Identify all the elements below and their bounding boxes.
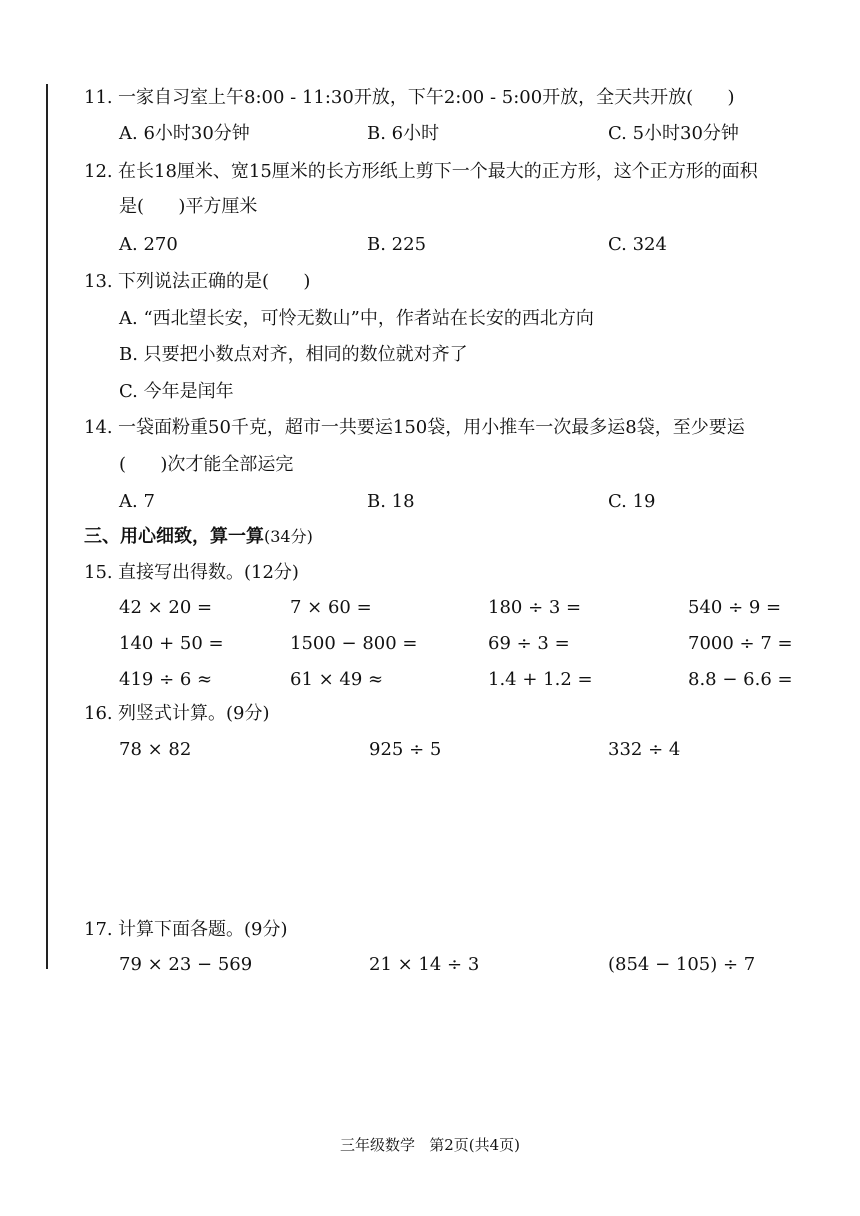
q13-option-c: C. 今年是闰年 — [119, 381, 234, 402]
calc-item: 419 ÷ 6 ≈ — [119, 669, 213, 690]
section-heading — [84, 525, 313, 549]
vertical-calc-item: 925 ÷ 5 — [369, 739, 442, 760]
q11-option-b: B. 6小时 — [367, 123, 440, 144]
calc-item: 42 × 20 = — [119, 597, 213, 618]
question-text: 计算下面各题。(9分) — [118, 919, 288, 940]
q14-option-b: B. 18 — [367, 491, 415, 512]
section-score: (34分) — [264, 527, 313, 546]
question-number: 17. — [84, 919, 113, 940]
calc-item: 69 ÷ 3 = — [488, 633, 570, 654]
question-13 — [84, 270, 310, 294]
question-number: 14. — [84, 417, 113, 438]
calc-item: 7000 ÷ 7 = — [688, 633, 793, 654]
calc-item: 7 × 60 = — [290, 597, 372, 618]
question-11 — [84, 86, 735, 110]
calc-item: 180 ÷ 3 = — [488, 597, 582, 618]
calc-item: 1500 − 800 = — [290, 633, 418, 654]
question-12 — [84, 160, 758, 184]
calc-item: (854 − 105) ÷ 7 — [608, 954, 756, 975]
calc-item: 1.4 + 1.2 = — [488, 669, 593, 690]
question-14-continued: ( )次才能全部运完 — [119, 454, 294, 475]
q13-option-a: A. “西北望长安，可怜无数山”中，作者站在长安的西北方向 — [119, 308, 594, 329]
page-footer: 三年级数学 第2页(共4页) — [339, 1136, 521, 1154]
section-title: 三、用心细致，算一算 — [84, 526, 264, 547]
calc-item: 79 × 23 − 569 — [119, 954, 253, 975]
q11-option-c: C. 5小时30分钟 — [608, 123, 739, 144]
calc-item: 21 × 14 ÷ 3 — [369, 954, 480, 975]
q14-option-c: C. 19 — [608, 491, 656, 512]
question-number: 15. — [84, 562, 113, 583]
question-12-continued: 是( )平方厘米 — [119, 196, 258, 217]
vertical-calc-item: 332 ÷ 4 — [608, 739, 681, 760]
calc-item: 140 + 50 = — [119, 633, 224, 654]
calc-item: 8.8 − 6.6 = — [688, 669, 793, 690]
question-text: 一家自习室上午8:00 - 11:30开放，下午2:00 - 5:00开放，全天共开放( ) — [118, 87, 735, 108]
question-16 — [84, 702, 270, 726]
question-text: 在长18厘米、宽15厘米的长方形纸上剪下一个最大的正方形，这个正方形的面积 — [118, 161, 758, 182]
question-14 — [84, 416, 745, 440]
q12-option-a: A. 270 — [119, 234, 178, 255]
question-17 — [84, 918, 288, 942]
q12-option-c: C. 324 — [608, 234, 667, 255]
calc-item: 540 ÷ 9 = — [688, 597, 782, 618]
q12-option-b: B. 225 — [367, 234, 427, 255]
q11-option-a: A. 6小时30分钟 — [119, 123, 250, 144]
question-text: 一袋面粉重50千克，超市一共要运150袋，用小推车一次最多运8袋，至少要运 — [118, 417, 745, 438]
question-number: 12. — [84, 161, 113, 182]
question-15 — [84, 561, 299, 585]
question-text: 直接写出得数。(12分) — [118, 562, 299, 583]
question-number: 11. — [84, 87, 113, 108]
question-number: 16. — [84, 703, 113, 724]
q14-option-a: A. 7 — [119, 491, 155, 512]
question-number: 13. — [84, 271, 113, 292]
calc-item: 61 × 49 ≈ — [290, 669, 384, 690]
question-text: 下列说法正确的是( ) — [118, 271, 311, 292]
question-text: 列竖式计算。(9分) — [118, 703, 270, 724]
vertical-calc-item: 78 × 82 — [119, 739, 192, 760]
binding-margin-line — [46, 84, 48, 969]
q13-option-b: B. 只要把小数点对齐，相同的数位就对齐了 — [119, 344, 468, 365]
